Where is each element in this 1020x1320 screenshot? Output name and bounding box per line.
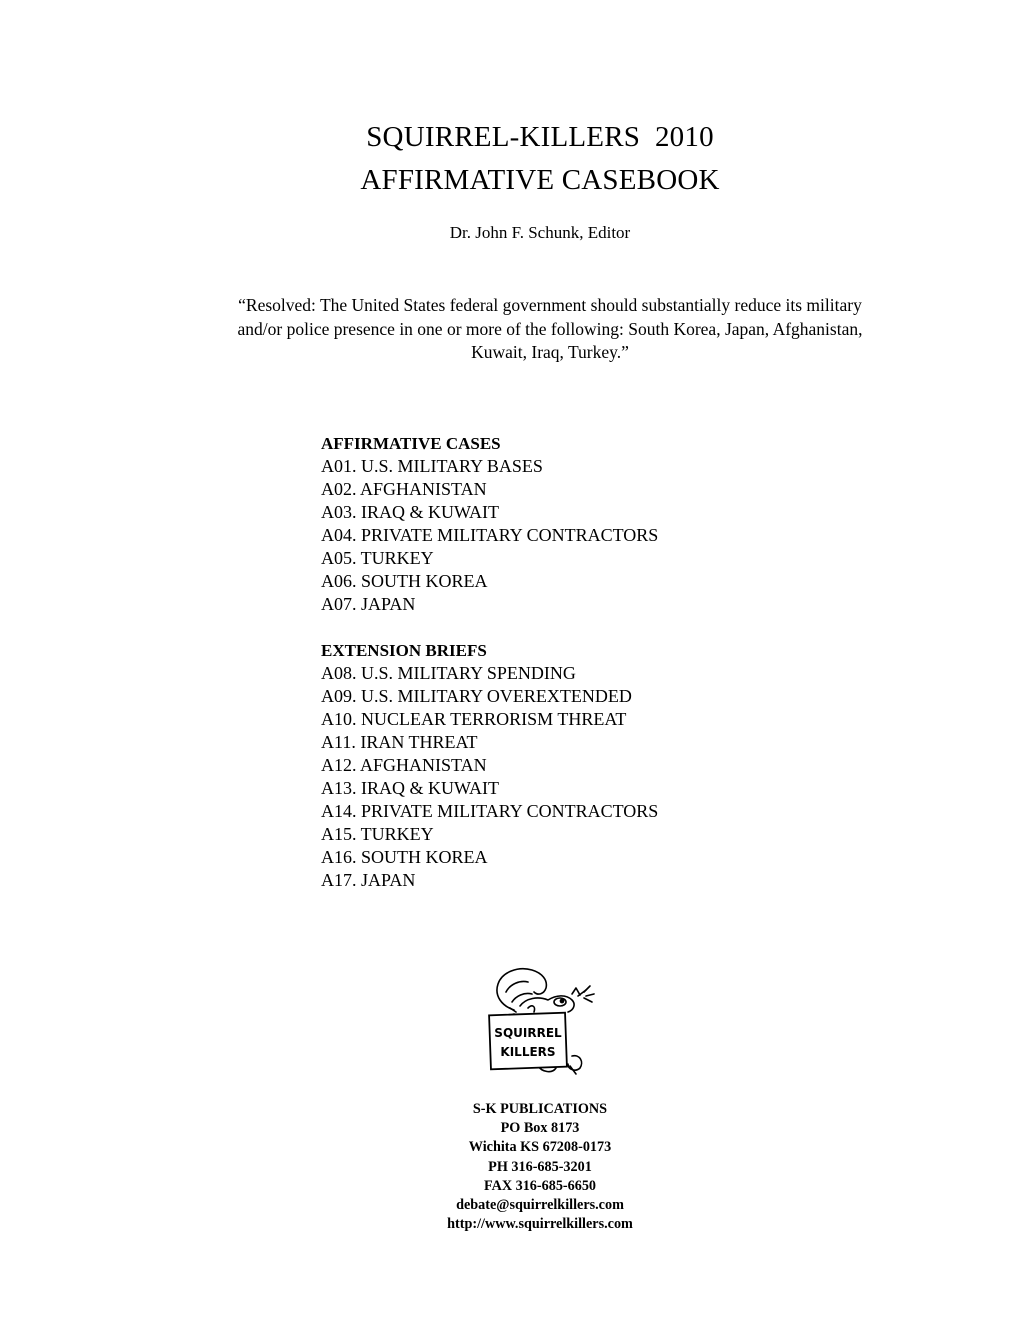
list-item: A11. IRAN THREAT [321, 732, 478, 752]
list-item: A17. JAPAN [321, 870, 416, 890]
list-item: A10. NUCLEAR TERRORISM THREAT [321, 709, 627, 729]
list-item: A15. TURKEY [321, 824, 434, 844]
publisher-po-box: PO Box 8173 [500, 1120, 580, 1137]
affirmative-cases-section [321, 432, 741, 616]
publisher-phone: PH 316-685-3201 [488, 1158, 592, 1175]
extension-briefs-section [321, 639, 741, 892]
list-item: A01. U.S. MILITARY BASES [321, 456, 543, 476]
list-item: A04. PRIVATE MILITARY CONTRACTORS [321, 525, 659, 545]
list-item: A03. IRAQ & KUWAIT [321, 502, 499, 522]
list-item: A13. IRAQ & KUWAIT [321, 778, 499, 798]
table-of-contents [321, 432, 741, 892]
publisher-name: S-K PUBLICATIONS [472, 1101, 608, 1117]
list-item: A16. SOUTH KOREA [321, 847, 488, 867]
list-item: A12. AFGHANISTAN [321, 755, 487, 775]
document-title-line-2: AFFIRMATIVE CASEBOOK [360, 164, 720, 196]
list-item: A06. SOUTH KOREA [321, 571, 488, 591]
logo-text-line-2: KILLERS [500, 1045, 556, 1059]
list-item: A05. TURKEY [321, 548, 434, 568]
editor-credit: Dr. John F. Schunk, Editor [449, 223, 631, 242]
logo-text-line-1: SQUIRREL [494, 1026, 562, 1040]
affirmative-cases-heading: AFFIRMATIVE CASES [321, 434, 501, 453]
section-spacer [321, 616, 741, 639]
logo-sign [489, 1013, 567, 1070]
squirrel-killers-logo [476, 962, 608, 1080]
publisher-city: Wichita KS 67208-0173 [468, 1139, 612, 1156]
list-item: A08. U.S. MILITARY SPENDING [321, 663, 576, 683]
publisher-email: debate@squirrelkillers.com [456, 1197, 624, 1214]
publisher-website: http://www.squirrelkillers.com [447, 1216, 633, 1233]
list-item: A09. U.S. MILITARY OVEREXTENDED [321, 686, 632, 706]
resolution-statement: “Resolved: The United States federal government should substantially reduce its military and/or police presence in one or more of the following: South Korea, Japan, Afghanistan, Kuwait, Iraq, Turkey.” [237, 295, 863, 362]
list-item: A07. JAPAN [321, 594, 416, 614]
document-title-line-1: SQUIRREL-KILLERS 2010 [366, 121, 714, 153]
list-item: A02. AFGHANISTAN [321, 479, 487, 499]
publisher-block [0, 1100, 1020, 1234]
publisher-fax: FAX 316-685-6650 [483, 1177, 597, 1194]
extension-briefs-heading: EXTENSION BRIEFS [321, 641, 487, 660]
list-item: A14. PRIVATE MILITARY CONTRACTORS [321, 801, 659, 821]
